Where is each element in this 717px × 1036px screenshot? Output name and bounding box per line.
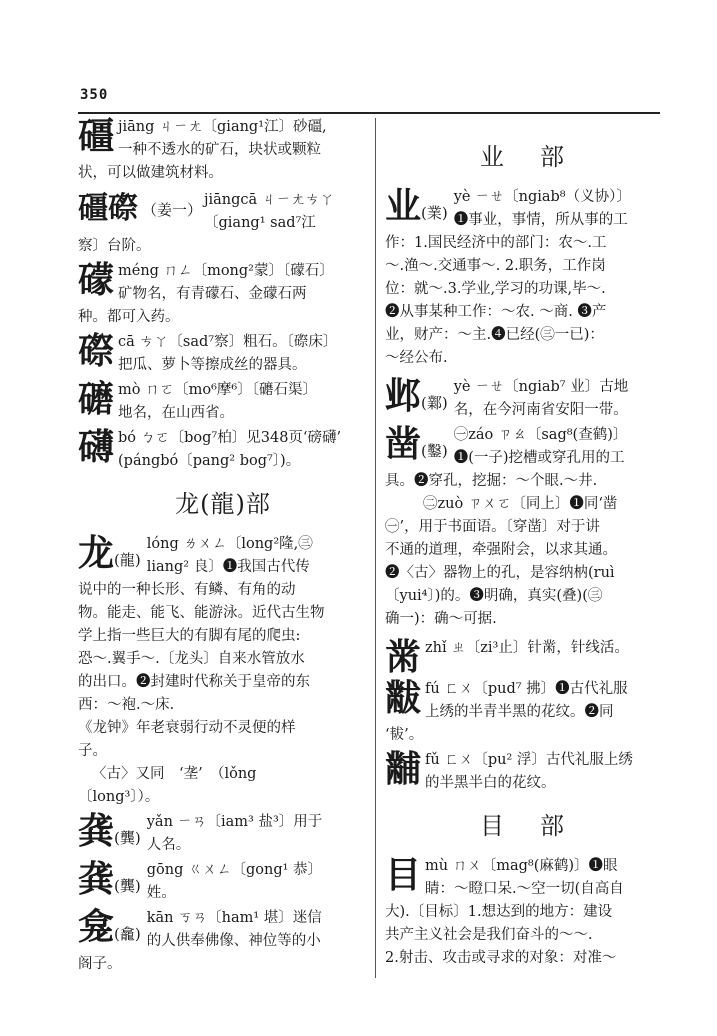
headword: 龚(龔) [78,858,141,900]
entry-zao [385,424,665,631]
entry-line: fú ㄈㄨ〔pud⁷ 拂〕❶古代礼服 [425,681,628,697]
entry-line: 名，在今河南省安阳一带。 [453,402,628,418]
entry-line: lóng ㄌㄨㄥ〔long²隆,㊂ [146,536,313,552]
headword: 礓 [78,115,115,157]
entry-line: 察〕台阶。 [78,238,151,254]
entry-line: yǎn ㄧㄢ〔iam³ 盐³〕用于 [146,814,323,830]
entry-line: 大).〔目标〕1.想达到的地方：建设 [385,904,613,920]
entry-line: 〔giang¹ sad⁷江 [204,215,316,231]
radical-section-heading: 业 部 [480,143,570,171]
headword: 礓磜 [78,191,138,226]
entry-line: ㊀’，用于书面语。〔穿凿〕对于讲 [385,519,600,535]
entry-fu-1 [385,678,665,747]
entry-yan [78,811,368,857]
entry-line: 确一)：确～可据. [385,611,497,627]
entry-mu [385,855,665,970]
entry-mo [78,379,368,425]
headword: 礳 [78,378,115,420]
page-number: 350 [80,87,109,103]
entry-line: ❶(一子)挖槽或穿孔用的工 [453,450,625,466]
entry-zhi [385,637,665,676]
entry-long [78,533,368,809]
entry-line: yè ㄧㄝ〔ngiab⁷ 业〕古地 [453,379,629,395]
entry-line: ～.渔～.交通事～. 2.职务，工作岗 [385,258,606,274]
entry-line: fǔ ㄈㄨ〔pu² 浮〕古代礼服上绣 [425,752,633,768]
headword: 礴 [78,426,115,468]
entry-line: 作：1.国民经济中的部门：农～.工 [385,235,607,251]
entry-line: cā ㄘㄚ〔sad⁷察〕粗石。〔磜床〕 [118,334,338,350]
entry-line: jiāngcā ㄐㄧㄤㄘㄚ [204,192,335,208]
entry-line: bó ㄅㄛ〔bog⁷柏〕见348页‘磅礴’ [118,430,342,446]
left-column [78,116,368,978]
headword: 龛(龕) [78,906,141,948]
headword: 磜 [78,330,115,372]
entry-line: 人名。 [146,837,191,853]
entry-line: 的半黑半白的花纹。 [425,775,556,791]
entry-line: ㊁zuò ㄗㄨㄛ〔同上〕❶同‘凿 [423,496,618,512]
entry-line: zhǐ ㄓ〔zi³止〕针黹，针线活。 [425,640,629,656]
entry-line: 共产主义社会是我们奋斗的～～. [385,927,593,943]
traditional-form: (龍) [114,551,141,569]
entry-line: kān ㄎㄢ〔ham¹ 堪〕迷信 [146,910,322,926]
entry-meng [78,260,368,329]
entry-line: 状，可以做建筑材料。 [78,165,223,181]
headword: 黼 [385,748,422,790]
entry-line: yè ㄧㄝ〔ngiab⁸（义协）〕 [453,189,631,205]
headword: 龙(龍) [78,532,141,574]
headword-note: （姜一） [142,201,203,219]
entry-line: gōng ㄍㄨㄥ〔gong¹ 恭〕 [146,862,323,878]
entry-line: 说中的一种长形、有鳞、有角的动 [78,582,296,598]
traditional-form: (業) [421,204,448,222]
entry-line: 睛：～瞪口呆.～空一切(自高自 [425,881,624,897]
headword: 目 [385,854,422,896]
entry-line: 〈古〉又同 ‘垄’ （lǒng [92,766,257,782]
entry-line: 一种不透水的矿石，块状或颗粒 [118,142,322,158]
headword: 凿(鑿) [385,423,448,465]
entry-ye [385,186,665,370]
radical-section-heading: 龙(龍)部 [175,490,271,518]
entry-line: jiāng ㄐㄧㄤ〔giang¹江〕砂礓, [118,119,327,135]
traditional-form: (龔) [114,829,141,847]
headword: 黻 [385,677,422,719]
entry-line: 《龙钟》年老衰弱行动不灵便的样 [78,720,296,736]
entry-line: 2.射击、攻击或寻求的对象：对准～ [385,950,617,966]
entry-fu-2 [385,749,665,795]
entry-bo [78,427,368,473]
entry-gong [78,859,368,905]
entry-line: 具。❷穿孔，挖掘：～个眼.～井. [385,473,598,489]
entry-kan [78,907,368,976]
entry-line: ❷从事某种工作：～农. ～商. ❸产 [385,304,607,320]
right-column [385,116,665,972]
traditional-form: (鄴) [421,394,448,412]
entry-line: 物。能走、能飞、能游泳。近代古生物 [78,605,325,621]
entry-line: ‘韨’。 [385,727,424,743]
headword: 邺(鄴) [385,375,448,417]
entry-line: 的人供奉佛像、神位等的小 [146,933,321,949]
entry-line: 把瓜、萝卜等擦成丝的器具。 [118,357,307,373]
entry-line: 地名，在山西省。 [118,405,235,421]
entry-line: 业，财产：～主.❹已经(㊂一已)： [385,327,604,343]
entry-line: ❷〈古〉器物上的孔，是容纳枘(ruì [385,565,615,581]
entry-line: 〔long³〕）。 [78,789,160,805]
entry-line: mò ㄇㄛ〔mo⁶摩⁶〕〔礳石渠〕 [118,382,317,398]
entry-line: 〔yui⁴〕)的。❸明确，真实(叠)(㊂ [385,588,603,604]
entry-jiangca [78,189,368,258]
traditional-form: (龕) [114,925,141,943]
entry-line: 阁子。 [78,956,122,972]
entry-line: ❶事业，事情，所从事的工 [453,212,628,228]
entry-line: liang² 良〕❶我国古代传 [146,559,310,575]
headword: 礞 [78,259,115,301]
entry-line: (pángbó〔pang² bog⁷〕)。 [118,453,301,469]
column-divider [375,118,376,978]
header-rule [78,112,660,114]
entry-line: 种。都可入药。 [78,309,180,325]
entry-line: 位：就～.3.学业,学习的功课,毕～. [385,281,606,297]
entry-ca [78,331,368,377]
entry-line: 的出口。❷封建时代称关于皇帝的东 [78,674,310,690]
entry-line: méng ㄇㄥ〔mong²蒙〕〔礞石〕 [118,263,334,279]
entry-line: 西：～袍.～床. [78,697,175,713]
entry-line: 学上指一些巨大的有脚有尾的爬虫: [78,628,301,644]
entry-line: 子。 [78,743,107,759]
entry-line: 矿物名，有青礞石、金礞石两 [118,286,307,302]
entry-jiang [78,116,368,185]
radical-section-heading: 目 部 [480,812,570,840]
entry-line: 上绣的半青半黑的花纹。❷同 [425,704,614,720]
headword: 业(業) [385,185,448,227]
traditional-form: (鑿) [421,442,448,460]
entry-line: ～经公布. [385,350,448,366]
entry-line: 姓。 [146,885,176,901]
entry-line: 不通的道理，牵强附会，以求其通。 [385,542,617,558]
entry-ye-place [385,376,665,422]
headword: 龚(龔) [78,810,141,852]
headword: 黹 [385,636,422,678]
entry-line: mù ㄇㄨ〔mag⁸(麻鹤)〕❶眼 [425,858,618,874]
entry-line: ㊀záo ㄗㄠ〔sag⁸(查鹤)〕 [453,427,628,443]
entry-line: 恐～.翼手～.〔龙头〕自来水管放水 [78,651,305,667]
traditional-form: (龔) [114,877,141,895]
